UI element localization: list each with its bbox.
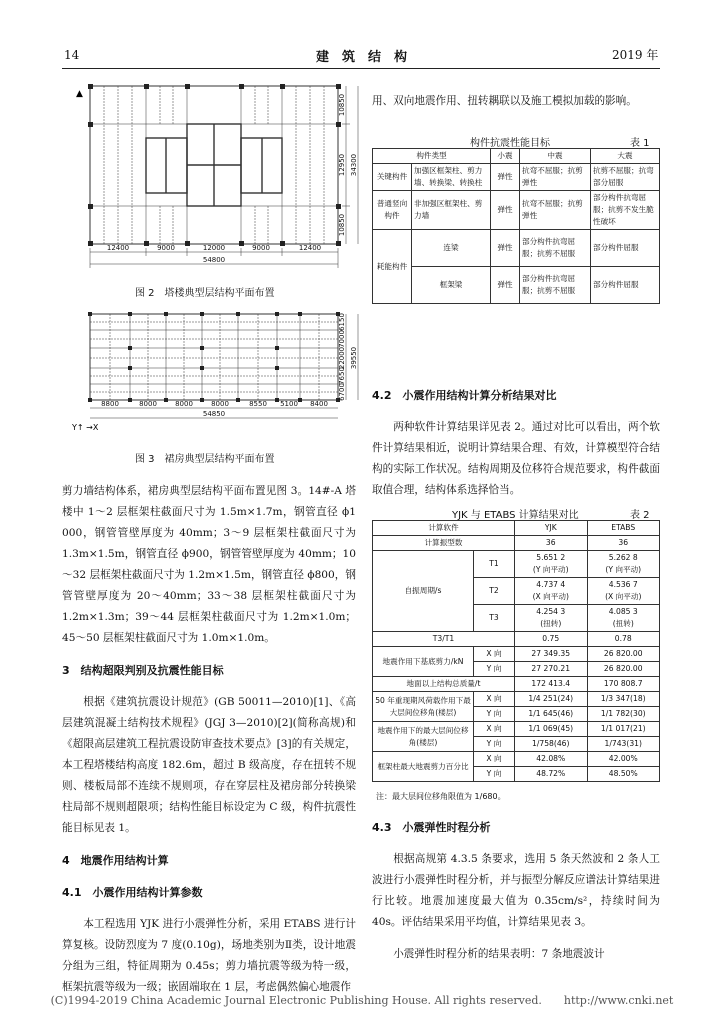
paragraph-section-4-3: 根据高规第 4.3.5 条要求，选用 5 条天然波和 2 条人工波进行小震弹性时程分析，并与振型分解反应谱法计算结果进行比较。地震加速度最大值为 0.35cm/s²，持续时间为 40s。评估结果采用平均值，计算结果见表 3。 [372, 853, 660, 928]
table-1-title: 构件抗震性能目标 [470, 138, 550, 149]
table-1-header: 大震 [591, 149, 660, 164]
section-4-3-title: 4.3 小震弹性时程分析 [372, 821, 491, 834]
fig3-dim-right: 7650 [338, 367, 346, 385]
table-1-label: 表 1 [630, 138, 650, 149]
right-column-top [372, 80, 660, 122]
table-2-label: 表 2 [630, 510, 650, 521]
table-row: Y 向 48.72% 48.50% [373, 767, 660, 782]
table-1 [372, 148, 660, 304]
paragraph-section-4-3-cont: 小震弹性时程分析的结果表明：7 条地震波计 [393, 947, 605, 960]
fig2-dim-bottom: 9000 [252, 244, 270, 252]
journal-title: 建 筑 结 构 [316, 50, 408, 65]
table-2-note: 注：最大层间位移角限值为 1/680。 [376, 792, 506, 801]
table-row: 普通竖向构件 非加强区框架柱、剪力墙 弹性 抗弯不屈服；抗剪弹性 部分构件抗弯屈服；抗剪不发生脆性破坏 [373, 191, 660, 230]
right-column-mid [372, 374, 660, 512]
fig3-dim-right: 7000 [338, 330, 346, 348]
fig3-dim-right: 6150 [338, 313, 346, 331]
table-2-header: YJK [515, 521, 588, 536]
table-row: Y 向 27 270.21 26 820.00 [373, 662, 660, 677]
paragraph-section-3: 根据《建筑抗震设计规范》(GB 50011—2010)[1]、《高层建筑混凝土结构技术规程》(JGJ 3—2010)[2](简称高规)和《超限高层建筑工程抗震设防审查技术要点》[3]的有关规定，本工程塔楼结构高度 182.6m，超过 B 级高度，存在扭转不规则、楼板局部不连续不规则项，存在穿层柱及裙房部分转换梁柱局部不规则超限项；结构性能目标设定为 C 级，构件抗震性能目标见表 1。 [62, 695, 356, 834]
table-row: 框架柱最大地震剪力百分比 X 向 42.08% 42.00% [373, 752, 660, 767]
table-1-header: 构件类型 [373, 149, 491, 164]
section-4-1-title: 4.1 小震作用结构计算参数 [62, 885, 203, 899]
fig2-dim-bottom: 12400 [298, 244, 322, 252]
table-row: Y 向 1/758(46) 1/743(31) [373, 737, 660, 752]
journal-year: 2019 年 [612, 48, 659, 62]
fig3-dim-bottom: 5100 [280, 400, 298, 408]
fig2-dim-bottom: 12000 [202, 244, 226, 252]
fig3-dim-bottom: 8400 [310, 400, 328, 408]
fig3-dim-total: 54850 [202, 410, 226, 418]
table-row: 地震作用下基底剪力/kN X 向 27 349.35 26 820.00 [373, 647, 660, 662]
fig3-dim-right: 39550 [350, 346, 358, 370]
section-4-2-title: 4.2 小震作用结构计算分析结果对比 [372, 389, 557, 402]
fig3-dim-bottom: 8000 [175, 400, 193, 408]
table-row: 耗能构件 连梁 弹性 部分构件抗弯屈服；抗剪不屈服 部分构件屈服 [373, 230, 660, 267]
paragraph-section-4-1: 本工程选用 YJK 进行小震弹性分析，采用 ETABS 进行计算复核。设防烈度为 7 度(0.10g)，场地类别为Ⅱ类，设计地震分组为三组，特征周期为 0.45s；剪力墙抗震等级为特一级，框架抗震等级为一级；嵌固端取在 1 层，考虑偶然偏心地震作 [62, 917, 356, 993]
north-arrow-icon: ▲ [76, 89, 83, 99]
fig2-dim-right: 34300 [350, 153, 358, 177]
table-row: 地震作用下的最大层间位移角(楼层) X 向 1/1 069(45) 1/1 017(21) [373, 722, 660, 737]
page-number: 14 [64, 48, 80, 62]
header-rule [62, 68, 660, 69]
paragraph-section-4-2: 两种软件计算结果详见表 2。通过对比可以看出，两个软件计算结果相近，说明计算结果合理、有效，计算模型符合结构的实际工作状况。结构周期及位移符合规范要求，构件截面取值合理，结构体系选择恰当。 [372, 421, 660, 496]
table-row: Y 向 1/1 645(46) 1/1 782(30) [373, 707, 660, 722]
table-1-header: 中震 [520, 149, 591, 164]
fig2-dim-bottom: 12400 [106, 244, 130, 252]
table-row: 50 年重现期风荷载作用下最大层间位移角(楼层) X 向 1/4 251(24) 1/3 347(18) [373, 692, 660, 707]
table-2-header: ETABS [587, 521, 660, 536]
table-row: T3/T1 0.75 0.78 [373, 632, 660, 647]
table-row: 计算振型数 36 36 [373, 536, 660, 551]
table-row: T3 4.254 3 (扭转) 4.085 3 (扭转) [373, 605, 660, 632]
fig2-dim-right: 10850 [338, 93, 346, 117]
fig3-dim-bottom: 8000 [139, 400, 157, 408]
table-row: 地面以上结构总质量/t 172 413.4 170 808.7 [373, 677, 660, 692]
fig3-dim-bottom: 8550 [249, 400, 267, 408]
axis-arrow-icon: Y↑ →X [72, 423, 99, 432]
figure-2-tower-plan [68, 80, 364, 280]
right-column-bottom [372, 806, 660, 975]
copyright-footer: (C)1994-2019 China Academic Journal Electronic Publishing House. All rights reserved. http://www.cnki.net [50, 994, 674, 1007]
fig3-dim-bottom: 8000 [211, 400, 229, 408]
paragraph-right-top: 用、双向地震作用、扭转耦联以及施工模拟加载的影响。 [372, 94, 637, 107]
fig2-dim-right: 12950 [338, 153, 346, 177]
figure-3-caption: 图 3 裙房典型层结构平面布置 [135, 454, 275, 465]
table-1-header: 小震 [491, 149, 520, 164]
section-4-title: 4 地震作用结构计算 [62, 853, 169, 867]
fig3-dim-right: 6700 [338, 383, 346, 401]
table-row: 框架梁 弹性 部分构件抗弯屈服；抗剪不屈服 部分构件屈服 [373, 267, 660, 304]
fig3-dim-bottom: 8800 [101, 400, 119, 408]
paragraph-section-2-cont: 剪力墙结构体系，裙房典型层结构平面布置见图 3。14#-A 塔楼中 1～2 层框架柱截面尺寸为 1.5m×1.7m，钢管直径 ϕ1 000，钢管管壁厚度为 40mm；3～9 层框架柱截面尺寸为 1.3m×1.5m，钢管直径 ϕ900，钢管管壁厚度为 40mm；10～32 层框架柱截面尺寸为 1.2m×1.5m，钢管直径 ϕ800，钢管管壁厚度为 20～40mm；33～38 层框架柱截面尺寸为 1.2m×1.3m；39～44 层框架柱截面尺寸为 1.2m×1.0m；45～50 层框架柱截面尺寸为 1.0m×1.0m。 [62, 484, 356, 644]
fig2-dim-bottom: 9000 [157, 244, 175, 252]
table-row: 关键构件 加强区框架柱、剪力墙、转换梁、转换柱 弹性 抗弯不屈服；抗剪弹性 抗剪不屈服；抗弯部分屈服 [373, 164, 660, 191]
fig3-dim-right: 22000 [338, 346, 346, 370]
table-row: T2 4.737 4 (X 向平动) 4.536 7 (X 向平动) [373, 578, 660, 605]
table-2-header: 计算软件 [373, 521, 515, 536]
table-row: 自振周期/s T1 5.651 2 (Y 向平动) 5.262 8 (Y 向平动) [373, 551, 660, 578]
fig2-dim-total: 54800 [202, 256, 226, 264]
left-column [62, 470, 356, 1008]
figure-3-podium-plan [68, 310, 364, 440]
table-2-title: YJK 与 ETABS 计算结果对比 [452, 510, 579, 521]
table-2 [372, 520, 660, 782]
section-3-title: 3 结构超限判别及抗震性能目标 [62, 663, 224, 677]
fig2-dim-right: 10850 [338, 213, 346, 237]
figure-2-caption: 图 2 塔楼典型层结构平面布置 [135, 288, 275, 299]
